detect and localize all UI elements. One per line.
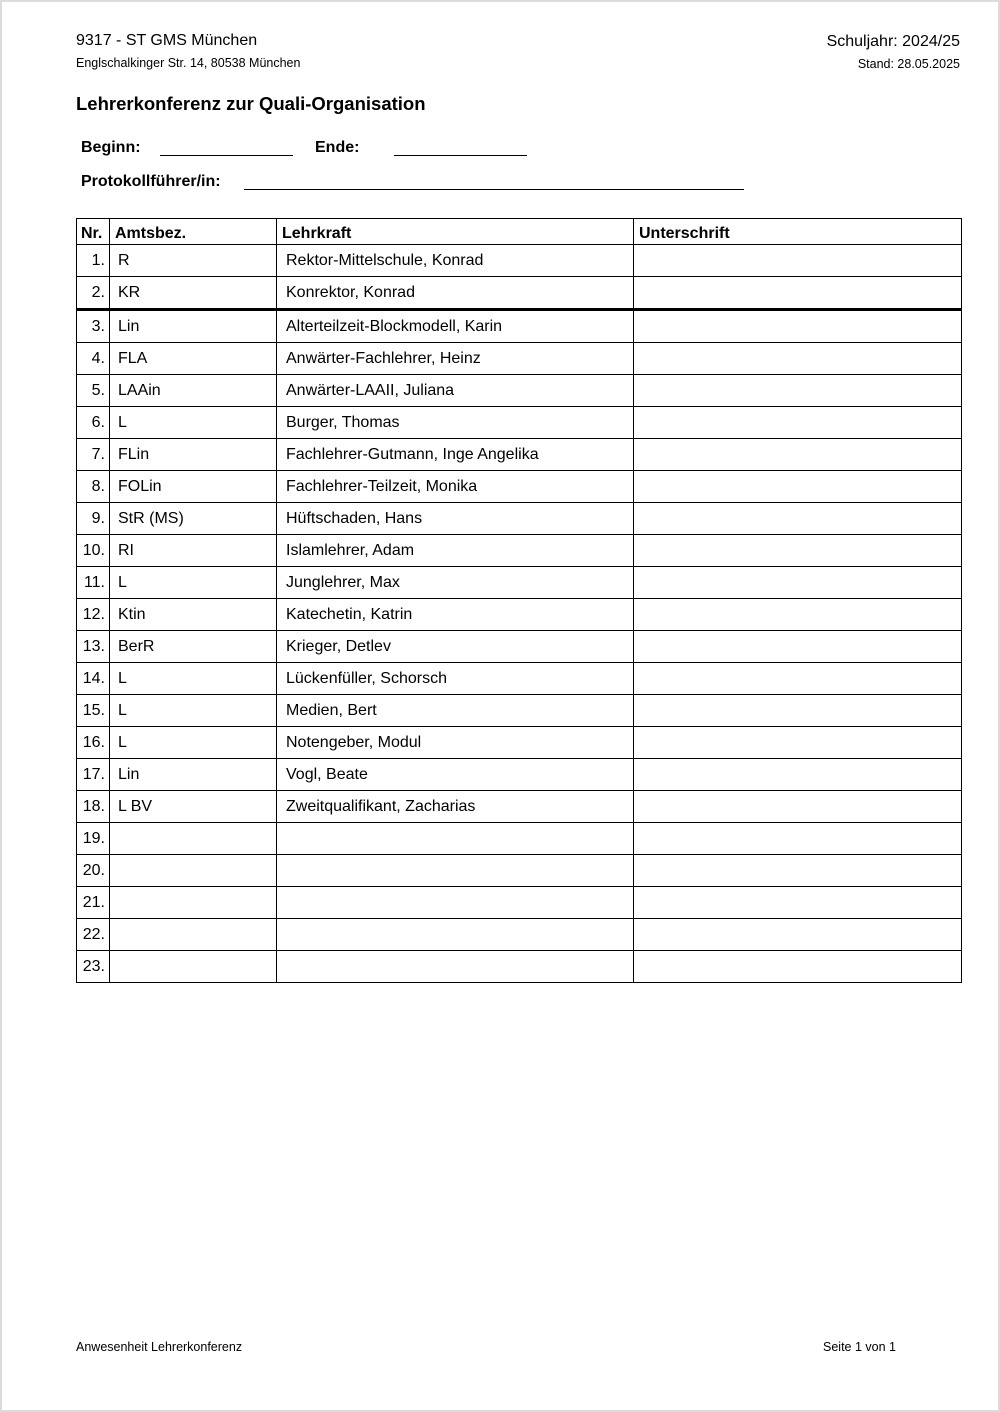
page-title: Lehrerkonferenz zur Quali-Organisation (76, 93, 426, 114)
row-lehrkraft (277, 887, 634, 919)
row-signature[interactable] (634, 599, 962, 631)
table-row (77, 375, 962, 407)
row-signature[interactable] (634, 471, 962, 503)
row-number: 12. (77, 599, 110, 631)
row-signature[interactable] (634, 631, 962, 663)
row-lehrkraft: Notengeber, Modul (277, 727, 634, 759)
row-lehrkraft: Medien, Bert (277, 695, 634, 727)
row-number: 14. (77, 663, 110, 695)
row-amtsbez: L (110, 567, 277, 599)
table-row (77, 791, 962, 823)
row-number: 6. (77, 407, 110, 439)
table-row (77, 759, 962, 791)
table-row (77, 343, 962, 375)
row-signature[interactable] (634, 567, 962, 599)
row-signature[interactable] (634, 855, 962, 887)
row-signature[interactable] (634, 727, 962, 759)
table-row (77, 503, 962, 535)
table-row (77, 599, 962, 631)
table-row (77, 919, 962, 951)
ende-label: Ende: (315, 139, 360, 156)
table-header-row (77, 219, 962, 245)
row-number: 21. (77, 887, 110, 919)
row-number: 17. (77, 759, 110, 791)
header-amtsbez: Amtsbez. (110, 219, 277, 245)
row-number: 2. (77, 277, 110, 310)
row-lehrkraft: Fachlehrer-Teilzeit, Monika (277, 471, 634, 503)
row-number: 4. (77, 343, 110, 375)
table-row (77, 439, 962, 471)
table-row (77, 823, 962, 855)
row-number: 9. (77, 503, 110, 535)
row-lehrkraft: Lückenfüller, Schorsch (277, 663, 634, 695)
row-lehrkraft: Rektor-Mittelschule, Konrad (277, 245, 634, 277)
row-lehrkraft: Burger, Thomas (277, 407, 634, 439)
table-row (77, 310, 962, 343)
row-signature[interactable] (634, 887, 962, 919)
table-row (77, 951, 962, 983)
row-number: 15. (77, 695, 110, 727)
table-row (77, 695, 962, 727)
ende-line (394, 155, 527, 156)
row-number: 22. (77, 919, 110, 951)
school-year: Schuljahr: 2024/25 (826, 33, 960, 50)
header-lehrkraft: Lehrkraft (277, 219, 634, 245)
row-amtsbez (110, 855, 277, 887)
row-amtsbez: BerR (110, 631, 277, 663)
row-amtsbez: L (110, 695, 277, 727)
row-amtsbez (110, 951, 277, 983)
row-amtsbez: FLA (110, 343, 277, 375)
row-amtsbez: L (110, 407, 277, 439)
table-row (77, 631, 962, 663)
row-signature[interactable] (634, 535, 962, 567)
row-lehrkraft: Anwärter-LAAII, Juliana (277, 375, 634, 407)
table-row (77, 663, 962, 695)
row-amtsbez: FLin (110, 439, 277, 471)
attendance-table (76, 218, 962, 983)
row-lehrkraft: Hüftschaden, Hans (277, 503, 634, 535)
row-signature[interactable] (634, 759, 962, 791)
row-amtsbez: Lin (110, 310, 277, 343)
school-name: 9317 - ST GMS München (76, 32, 258, 49)
row-amtsbez: L (110, 727, 277, 759)
row-signature[interactable] (634, 663, 962, 695)
document-page (2, 2, 998, 1410)
page-number: Seite 1 von 1 (823, 1340, 896, 1354)
row-number: 23. (77, 951, 110, 983)
table-row (77, 855, 962, 887)
row-lehrkraft: Krieger, Detlev (277, 631, 634, 663)
row-amtsbez: Ktin (110, 599, 277, 631)
row-lehrkraft: Junglehrer, Max (277, 567, 634, 599)
beginn-line (160, 155, 293, 156)
row-amtsbez: R (110, 245, 277, 277)
row-signature[interactable] (634, 919, 962, 951)
row-lehrkraft: Alterteilzeit-Blockmodell, Karin (277, 310, 634, 343)
row-amtsbez: StR (MS) (110, 503, 277, 535)
row-lehrkraft (277, 855, 634, 887)
row-number: 16. (77, 727, 110, 759)
table-row (77, 887, 962, 919)
row-lehrkraft: Katechetin, Katrin (277, 599, 634, 631)
table-row (77, 277, 962, 310)
row-signature[interactable] (634, 503, 962, 535)
row-signature[interactable] (634, 823, 962, 855)
row-number: 1. (77, 245, 110, 277)
row-signature[interactable] (634, 951, 962, 983)
row-amtsbez: LAAin (110, 375, 277, 407)
row-lehrkraft: Konrektor, Konrad (277, 277, 634, 310)
row-signature[interactable] (634, 695, 962, 727)
row-number: 7. (77, 439, 110, 471)
row-amtsbez: KR (110, 277, 277, 310)
row-lehrkraft (277, 951, 634, 983)
row-signature[interactable] (634, 245, 962, 277)
table-row (77, 727, 962, 759)
row-signature[interactable] (634, 375, 962, 407)
row-amtsbez: L (110, 663, 277, 695)
row-lehrkraft: Islamlehrer, Adam (277, 535, 634, 567)
protokoll-line (244, 189, 744, 190)
row-number: 18. (77, 791, 110, 823)
header-nr: Nr. (77, 219, 110, 245)
row-signature[interactable] (634, 310, 962, 343)
school-address: Englschalkinger Str. 14, 80538 München (76, 56, 301, 70)
row-amtsbez: FOLin (110, 471, 277, 503)
row-number: 11. (77, 567, 110, 599)
row-signature[interactable] (634, 791, 962, 823)
stand-date: Stand: 28.05.2025 (857, 57, 960, 71)
row-amtsbez (110, 823, 277, 855)
row-signature[interactable] (634, 343, 962, 375)
row-amtsbez: L BV (110, 791, 277, 823)
row-signature[interactable] (634, 277, 962, 310)
table-row (77, 535, 962, 567)
header-unterschrift: Unterschrift (634, 219, 962, 245)
row-lehrkraft: Vogl, Beate (277, 759, 634, 791)
row-number: 20. (77, 855, 110, 887)
row-number: 13. (77, 631, 110, 663)
row-signature[interactable] (634, 407, 962, 439)
table-row (77, 407, 962, 439)
row-lehrkraft (277, 823, 634, 855)
table-row (77, 567, 962, 599)
row-number: 10. (77, 535, 110, 567)
row-lehrkraft (277, 919, 634, 951)
row-signature[interactable] (634, 439, 962, 471)
table-row (77, 245, 962, 277)
row-number: 3. (77, 310, 110, 343)
row-lehrkraft: Zweitqualifikant, Zacharias (277, 791, 634, 823)
row-number: 8. (77, 471, 110, 503)
row-number: 5. (77, 375, 110, 407)
row-lehrkraft: Anwärter-Fachlehrer, Heinz (277, 343, 634, 375)
row-amtsbez: Lin (110, 759, 277, 791)
row-amtsbez (110, 887, 277, 919)
row-number: 19. (77, 823, 110, 855)
row-amtsbez (110, 919, 277, 951)
footer-title: Anwesenheit Lehrerkonferenz (76, 1340, 243, 1354)
row-lehrkraft: Fachlehrer-Gutmann, Inge Angelika (277, 439, 634, 471)
row-amtsbez: RI (110, 535, 277, 567)
protokoll-label: Protokollführer/in: (81, 173, 221, 190)
table-row (77, 471, 962, 503)
beginn-label: Beginn: (81, 139, 141, 156)
